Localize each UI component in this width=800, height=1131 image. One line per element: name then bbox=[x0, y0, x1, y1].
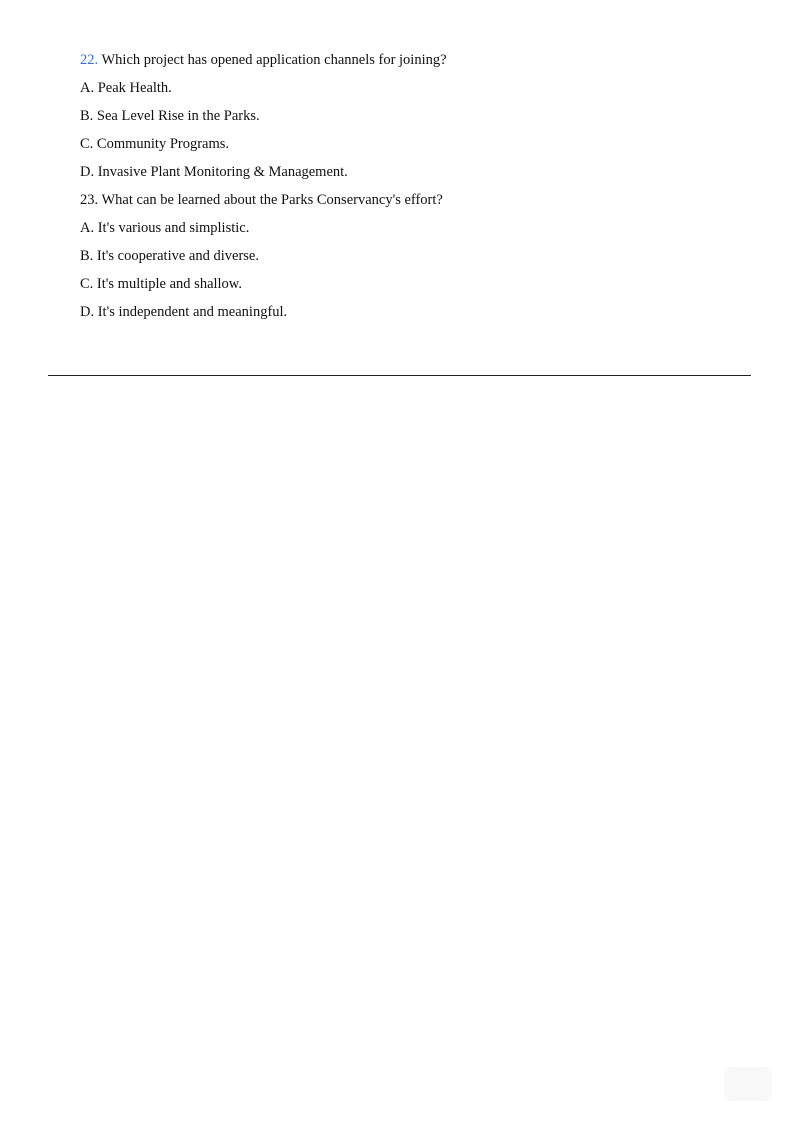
option-c: C. Community Programs. bbox=[80, 136, 230, 152]
watermark-mark bbox=[724, 1067, 772, 1101]
option-b: B. It's cooperative and diverse. bbox=[80, 248, 259, 264]
question-text: What can be learned about the Parks Conservancy's effort? bbox=[98, 192, 443, 208]
option-a: A. Peak Health. bbox=[80, 80, 172, 96]
option-d: D. Invasive Plant Monitoring & Management. bbox=[80, 164, 348, 180]
option-d: D. It's independent and meaningful. bbox=[80, 304, 288, 320]
question-number: 22. bbox=[80, 52, 99, 68]
question-23 bbox=[80, 186, 740, 214]
option-a: A. It's various and simplistic. bbox=[80, 220, 250, 236]
question-text: Which project has opened application channels for joining? bbox=[98, 52, 447, 68]
question-number: 23. bbox=[80, 192, 99, 208]
option-b: B. Sea Level Rise in the Parks. bbox=[80, 108, 260, 124]
question-22 bbox=[80, 46, 740, 74]
question-list bbox=[80, 46, 740, 326]
horizontal-rule bbox=[48, 375, 751, 376]
option-c: C. It's multiple and shallow. bbox=[80, 276, 242, 292]
